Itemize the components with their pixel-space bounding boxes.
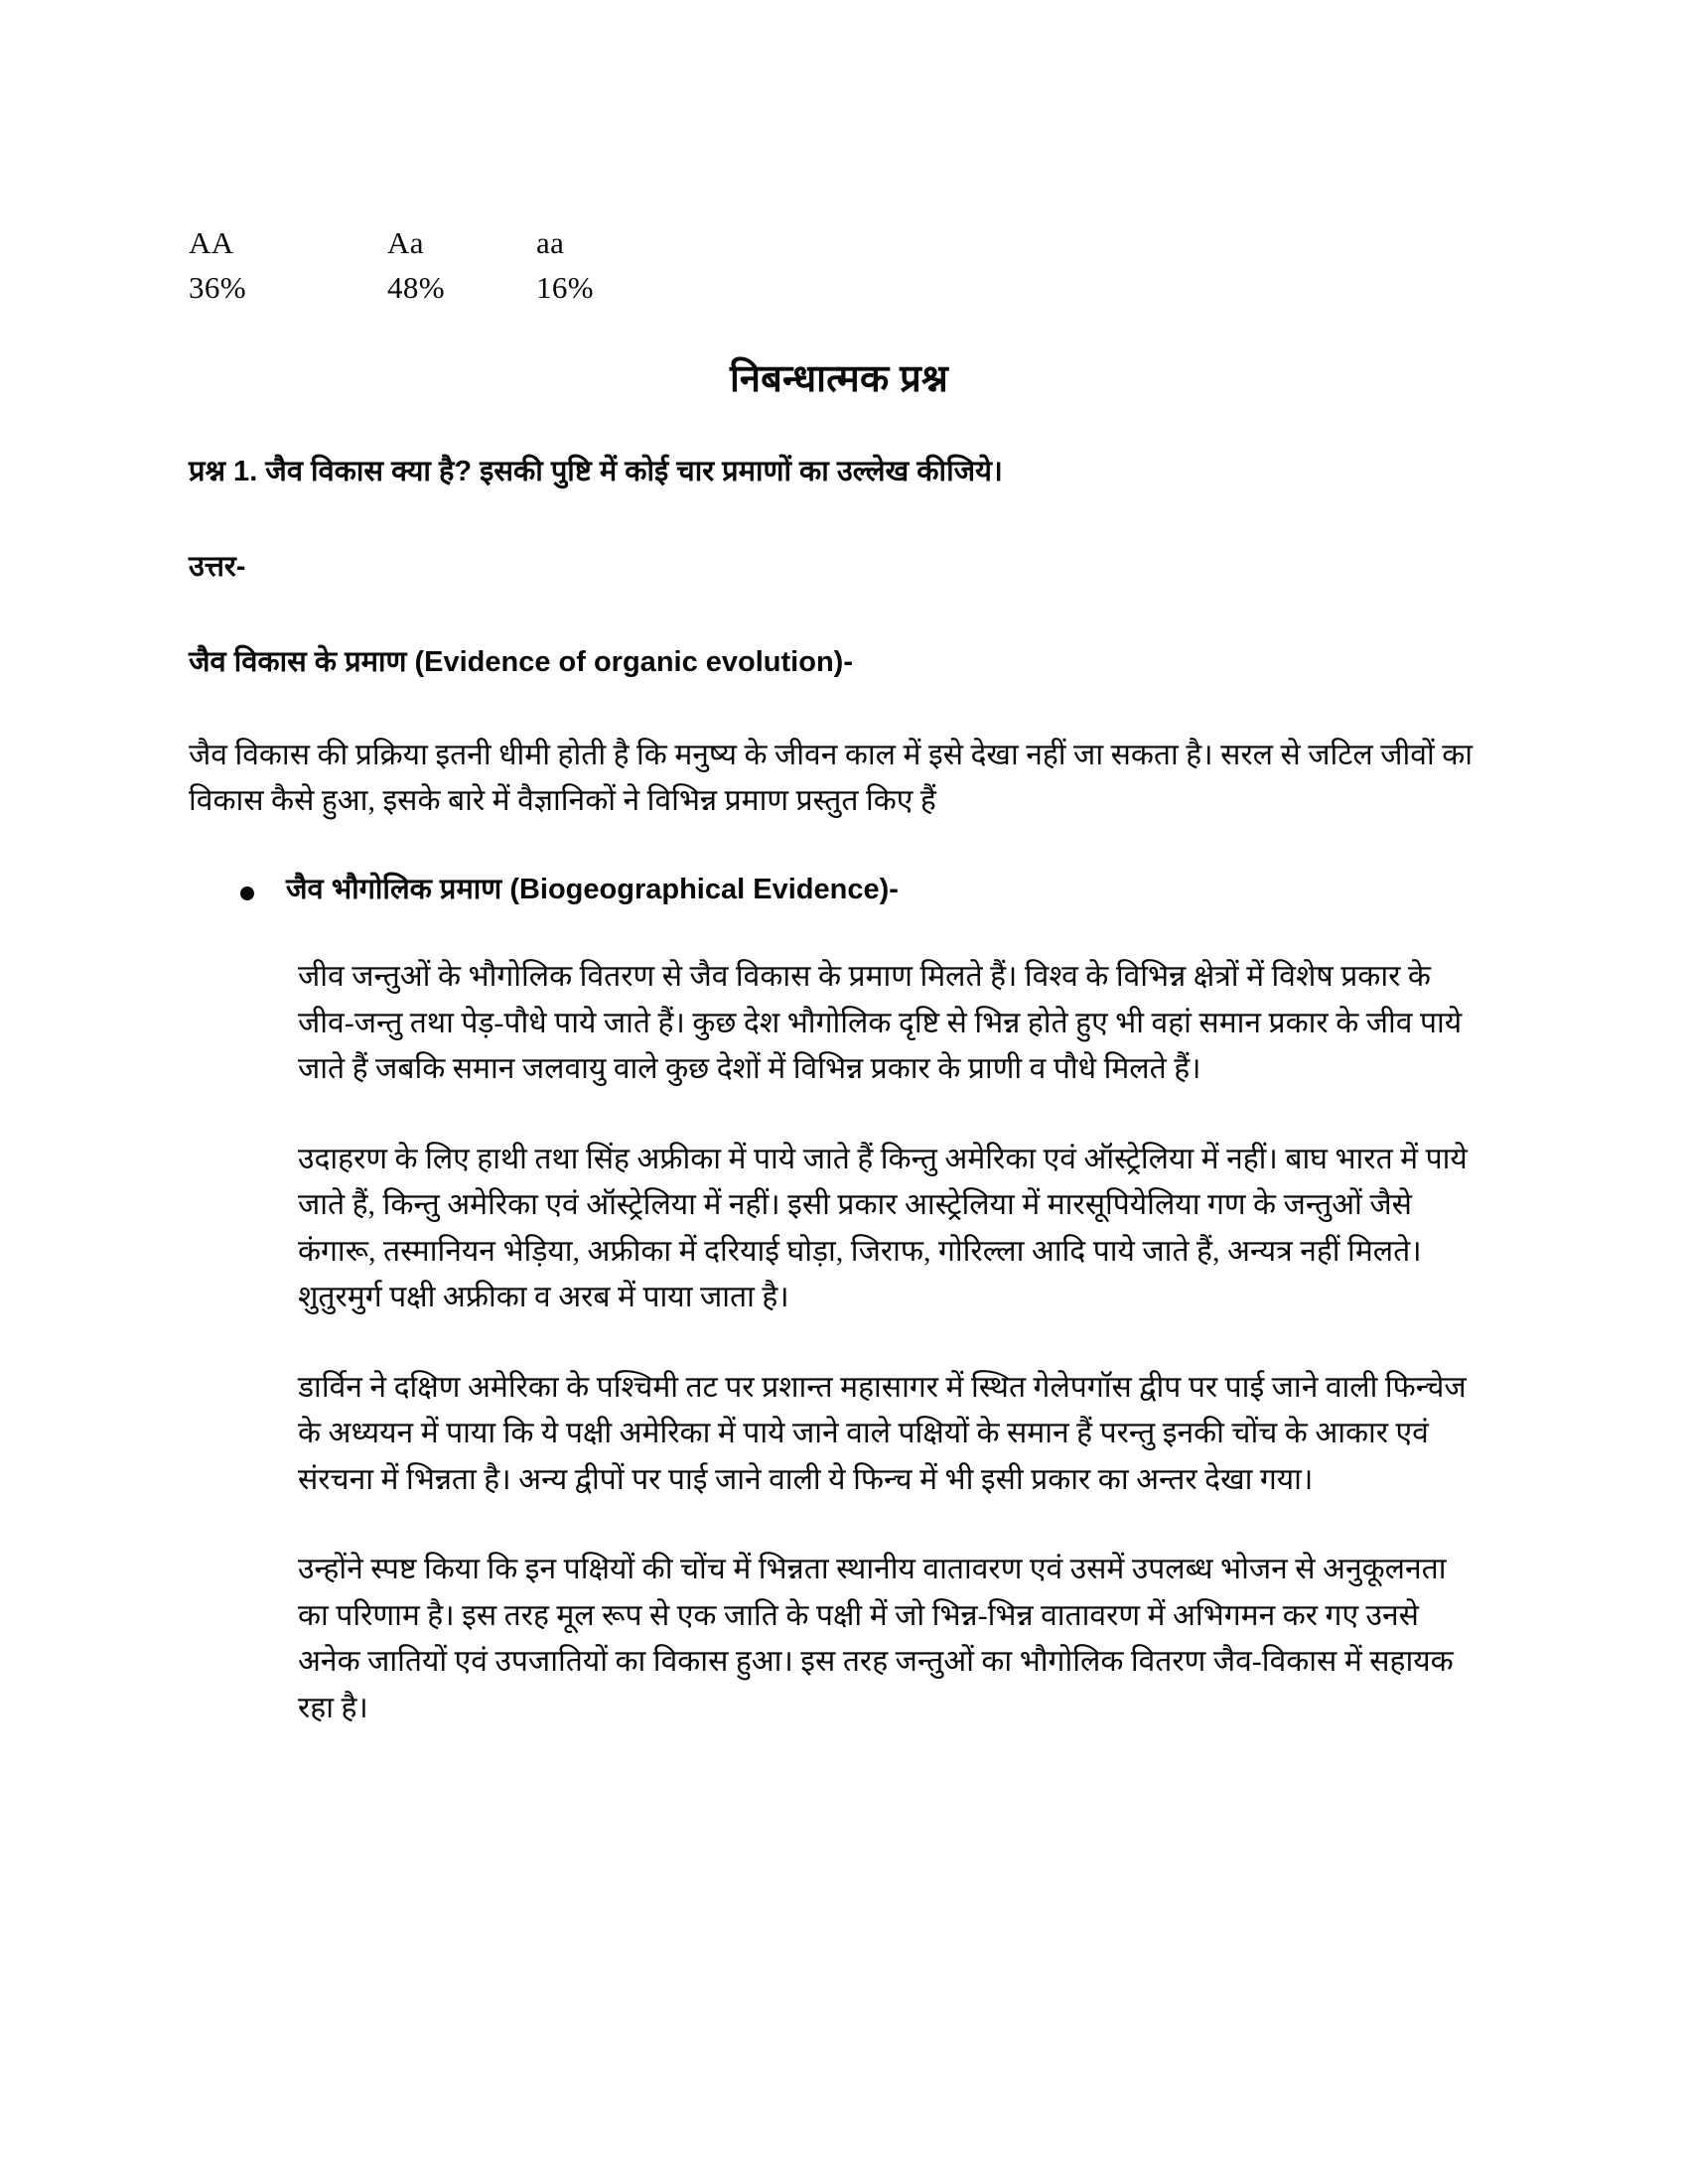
table-row-genotype-labels — [189, 223, 655, 268]
genotype-label-AA-text: AA — [189, 225, 234, 260]
genotype-value-Aa-text: 48% — [387, 269, 446, 305]
evidence-paragraph-2: उदाहरण के लिए हाथी तथा सिंह अफ्रीका में पाये जाते हैं किन्तु अमेरिका एवं ऑस्ट्रेलिया में नहीं। बाघ भारत में पाये जाते हैं, किन्तु अमेरिका एवं ऑस्ट्रेलिया में नहीं। इसी प्रकार आस्ट्रेलिया में मारसूपियेलिया गण के जन्तुओं जैसे कंगारू, तस्मानियन भेड़िया, अफ्रीका में दरियाई घोड़ा, जिराफ, गोरिल्ला आदि पाये जाते हैं, अन्यत्र नहीं मिलते। शुतुरमुर्ग पक्षी अफ्रीका व अरब में पाया जाता है। — [298, 1142, 1468, 1314]
genotype-value-AA-text: 36% — [189, 269, 247, 305]
evidence-paragraph-4: उन्होंने स्पष्ट किया कि इन पक्षियों की चोंच में भिन्नता स्थानीय वातावरण एवं उसमें उपलब्ध भोजन से अनुकूलनता का परिणाम है। इस तरह मूल रूप से एक जाति के पक्षी में जो भिन्न-भिन्न वातावरण में अभिगमन कर गए उनसे अनेक जातियों एवं उपजातियों का विकास हुआ। इस तरह जन्तुओं का भौगोलिक वितरण जैव-विकास में सहायक रहा है। — [298, 1553, 1454, 1724]
evidence-paragraph-1: जीव जन्तुओं के भौगोलिक वितरण से जैव विकास के प्रमाण मिलते हैं। विश्व के विभिन्न क्षेत्रों में विशेष प्रकार के जीव-जन्तु तथा पेड़-पौधे पाये जाते हैं। कुछ देश भौगोलिक दृष्टि से भिन्न होते हुए भी वहां समान प्रकार के जीव पाये जाते हैं जबकि समान जलवायु वाले कुछ देशों में विभिन्न प्रकार के प्राणी व पौधे मिलते हैं। — [298, 960, 1463, 1086]
genotype-frequency-table — [189, 223, 655, 313]
genotype-label-aa-text: aa — [536, 225, 565, 260]
genotype-label-aa — [536, 223, 655, 268]
list-item — [189, 869, 1489, 910]
genotype-label-Aa-text: Aa — [387, 225, 424, 260]
answer-label: उत्तर- — [189, 551, 246, 584]
biogeographical-evidence-label: जैव भौगोलिक प्रमाण (Biogeographical Evidence)- — [286, 874, 899, 906]
intro-paragraph: जैव विकास की प्रक्रिया इतनी धीमी होती है कि मनुष्य के जीवन काल में इसे देखा नहीं जा सकता है। सरल से जटिल जीवों का विकास कैसे हुआ, इसके बारे में वैज्ञानिकों ने विभिन्न प्रमाण प्रस्तुत किए हैं — [189, 739, 1474, 817]
evidence-paragraph-3: डार्विन ने दक्षिण अमेरिका के पश्चिमी तट पर प्रशान्त महासागर में स्थित गेलेपगॉस द्वीप पर पाई जाने वाली फिन्चेज के अध्ययन में पाया कि ये पक्षी अमेरिका में पाये जाने वाले पक्षियों के समान हैं परन्तु इनकी चोंच के आकार एवं संरचना में भिन्नता है। अन्य द्वीपों पर पाई जाने वाली ये फिन्च में भी इसी प्रकार का अन्तर देखा गया। — [298, 1370, 1467, 1496]
page-title: निबन्धात्मक प्रश्न — [729, 357, 948, 400]
genotype-value-aa-text: 16% — [536, 269, 595, 305]
table-row-genotype-values — [189, 268, 655, 313]
evidence-subheading: जैव विकास के प्रमाण (Evidence of organic evolution)- — [189, 646, 853, 679]
bullet-dot-icon — [240, 887, 254, 900]
genotype-value-AA — [189, 268, 387, 313]
biogeographical-evidence-section — [189, 869, 1489, 1731]
genotype-value-Aa — [387, 268, 536, 313]
genotype-label-AA — [189, 223, 387, 268]
question-heading: प्रश्न 1. जैव विकास क्या है? इसकी पुष्टि में कोई चार प्रमाणों का उल्लेख कीजिये। — [189, 456, 1003, 488]
genotype-value-aa — [536, 268, 655, 313]
genotype-label-Aa — [387, 223, 536, 268]
